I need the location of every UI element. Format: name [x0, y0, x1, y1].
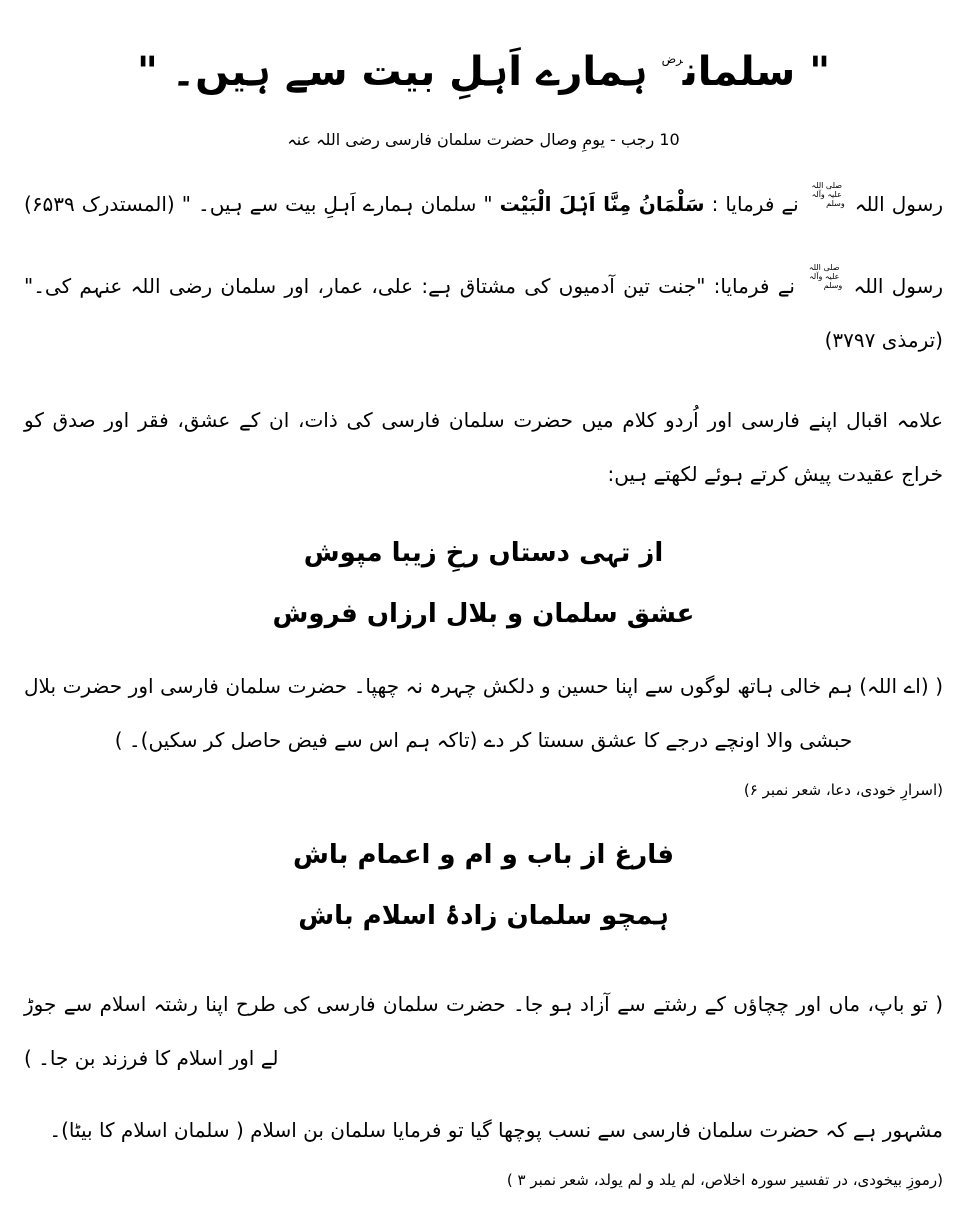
citation-1-text: (اسرارِ خودی، دعا، شعر نمبر ۶): [743, 781, 943, 800]
page-title: [24, 40, 943, 104]
persian-verse-1: [24, 523, 943, 645]
title-name-salman: سلمان: [682, 49, 796, 95]
title-quote-close: ": [136, 49, 172, 95]
hadith-2-text: نے فرمایا: "جنت تین آدمیوں کی مشتاق ہے: علی، عمار، اور سلمان رضی اللہ عنہم کی۔" (ترمذی ۳۷۹۷): [24, 274, 943, 352]
hadith-2-intro: رسول اللہ: [853, 274, 943, 298]
famous-saying-paragraph: مشہور ہے کہ حضرت سلمان فارسی سے نسب پوچھا گیا تو فرمایا سلمان بن اسلام ( سلمان اسلام کا بیٹا)۔: [49, 1118, 943, 1143]
hadith-2-paragraph: [24, 259, 943, 367]
title-rest: ہمارے اَہلِ بیت سے ہیں۔: [171, 49, 662, 95]
title-quote-open: ": [795, 49, 831, 95]
verse-1-line-2: عشق سلمان و بلال ارزاں فروش: [272, 599, 695, 630]
verse-2-line-2: ہمچو سلمان زادۂ اسلام باش: [298, 901, 669, 932]
citation-asrar-e-khudi: [24, 781, 943, 799]
verse-1-translation: ( (اے اللہ) ہم خالی ہاتھ لوگوں سے اپنا حسین و دلکش چہرہ نہ چھپا۔ حضرت سلمان فارسی اور حضرت بلال حبشی والا اونچے درجے کا عشق سستا کر دے (تاکہ ہم اس سے فیض حاصل کر سکیں)۔ ): [24, 674, 943, 753]
hadith-1-urdu-translation: " سلمان ہمارے اَہلِ بیت سے ہیں۔ ": [181, 192, 493, 216]
hadith-1-reference: (المستدرک ۶۵۳۹): [24, 192, 175, 216]
hadith-1-arabic-text: سَلْمَانُ مِنَّا اَہْلَ الْبَیْت: [499, 192, 705, 216]
citation-2-text: (رموزِ بیخودی، در تفسیر سورہ اخلاص، لم یلد و لم یولد، شعر نمبر ۳ ): [506, 1171, 943, 1190]
verse-1-line-1: از تہی دستاں رخِ زیبا مپوش: [303, 538, 664, 568]
title-honorific-mark: رض: [661, 52, 683, 66]
salawat-mark: صلی اللہ علیہ وآلہ وسلم: [808, 262, 843, 290]
salawat-mark: صلی اللہ علیہ وآلہ وسلم: [811, 180, 845, 208]
hadith-1-paragraph: [24, 177, 943, 231]
subtitle-date-line: 10 رجب - یومِ وصال حضرت سلمان فارسی رضی اللہ عنہ: [287, 130, 680, 149]
hadith-1-intro: رسول اللہ: [854, 192, 944, 216]
verse-2-translation: ( تو باپ، ماں اور چچاؤں کے رشتے سے آزاد ہو جا۔ حضرت سلمان فارسی کی طرح اپنا رشتہ اسلام سے جوڑ لے اور اسلام کا فرزند بن جا۔ ): [24, 992, 943, 1071]
verse-2-line-1: فارغ از باب و ام و اعمام باش: [292, 840, 675, 871]
persian-verse-2: [24, 825, 943, 947]
hadith-1-said: نے فرمایا :: [711, 192, 799, 216]
iqbal-intro-paragraph: علامہ اقبال اپنے فارسی اور اُردو کلام میں حضرت سلمان فارسی کی ذات، ان کے عشق، فقر اور صدق کو خراج عقیدت پیش کرتے ہوئے لکھتے ہیں:: [24, 408, 943, 486]
citation-rumuz-e-bekhudi: [24, 1171, 943, 1189]
